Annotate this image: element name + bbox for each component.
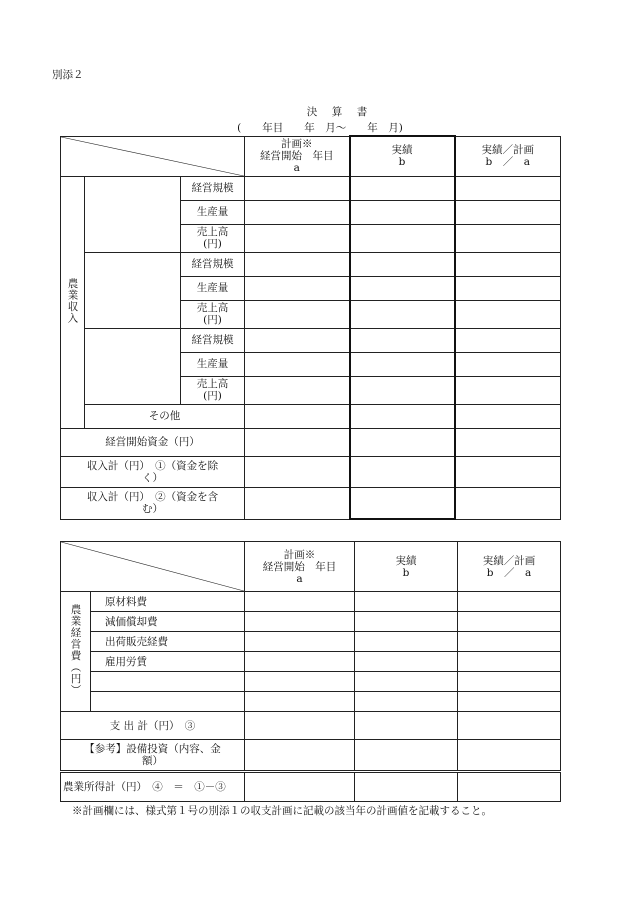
period-line: ( 年目 年 月～ 年 月) — [237, 122, 403, 134]
document-title: 決 算 書 — [306, 106, 370, 118]
cell[interactable] — [455, 352, 561, 376]
cell[interactable] — [350, 376, 455, 404]
cell[interactable] — [355, 712, 458, 740]
cell[interactable] — [245, 300, 350, 328]
cell[interactable] — [245, 632, 355, 652]
expense-group-label: 農業経営費（円） — [61, 592, 91, 712]
expense-total-label: 支 出 計（円） ③ — [61, 712, 245, 740]
cell[interactable] — [350, 252, 455, 276]
expense-header-actual: 実績 b — [355, 542, 458, 592]
cell[interactable] — [245, 376, 350, 404]
cell[interactable] — [245, 612, 355, 632]
row-label-output: 生産量 — [181, 200, 245, 224]
income-table — [60, 135, 561, 520]
expense-header-plan: 計画※ 経営開始 年目 a — [245, 542, 355, 592]
cell[interactable] — [455, 176, 561, 200]
header-diagonal-cell — [61, 136, 245, 176]
cell[interactable] — [245, 592, 355, 612]
cell[interactable] — [350, 352, 455, 376]
cell[interactable] — [245, 652, 355, 672]
cell[interactable] — [458, 652, 561, 672]
expense-table — [60, 541, 561, 802]
header-ratio: 実績／計画 b ／ a — [455, 136, 561, 176]
row-label-sales: 売上高 (円) — [181, 224, 245, 252]
cell[interactable] — [245, 328, 350, 352]
reference-investment-label: 【参考】設備投資（内容、金 額） — [61, 740, 245, 772]
cell[interactable] — [245, 200, 350, 224]
cell[interactable] — [350, 456, 455, 487]
cell[interactable] — [458, 740, 561, 772]
cell[interactable] — [350, 176, 455, 200]
cell[interactable] — [455, 428, 561, 456]
cell[interactable] — [355, 772, 458, 802]
row-label-scale: 経営規模 — [181, 328, 245, 352]
cell[interactable] — [245, 672, 355, 692]
cell[interactable] — [355, 740, 458, 772]
row-label-sales: 売上高 (円) — [181, 300, 245, 328]
expense-item-blank[interactable] — [91, 672, 245, 692]
row-label-income-total-1: 収入計（円） ①（資金を除 く） — [61, 456, 245, 487]
farm-income-total-label: 農業所得計（円） ④ ＝ ①－③ — [61, 772, 245, 802]
header-actual: 実績 b — [350, 136, 455, 176]
cell[interactable] — [355, 652, 458, 672]
cell[interactable] — [458, 712, 561, 740]
cell[interactable] — [458, 632, 561, 652]
cell[interactable] — [350, 404, 455, 428]
crop-cell-2[interactable] — [85, 252, 181, 328]
cell[interactable] — [350, 328, 455, 352]
cell[interactable] — [245, 276, 350, 300]
cell[interactable] — [245, 456, 350, 487]
cell[interactable] — [245, 428, 350, 456]
cell[interactable] — [455, 376, 561, 404]
cell[interactable] — [355, 692, 458, 712]
cell[interactable] — [458, 672, 561, 692]
cell[interactable] — [458, 612, 561, 632]
cell[interactable] — [245, 772, 355, 802]
cell[interactable] — [350, 276, 455, 300]
cell[interactable] — [355, 592, 458, 612]
cell[interactable] — [350, 428, 455, 456]
cell[interactable] — [245, 487, 350, 519]
expense-item-blank[interactable] — [91, 692, 245, 712]
cell[interactable] — [350, 200, 455, 224]
cell[interactable] — [350, 300, 455, 328]
cell[interactable] — [458, 692, 561, 712]
row-label-scale: 経営規模 — [181, 252, 245, 276]
attachment-label: 別添２ — [52, 69, 84, 81]
cell[interactable] — [245, 224, 350, 252]
expense-item-materials: 原材料費 — [91, 592, 245, 612]
cell[interactable] — [455, 456, 561, 487]
cell[interactable] — [355, 672, 458, 692]
expense-item-depreciation: 減価償却費 — [91, 612, 245, 632]
row-label-output: 生産量 — [181, 276, 245, 300]
income-group-label: 農業収入 — [61, 176, 85, 428]
footnote: ※計画欄には、様式第１号の別添１の収支計画に記載の該当年の計画値を記載すること。 — [72, 805, 492, 817]
cell[interactable] — [455, 252, 561, 276]
cell[interactable] — [458, 592, 561, 612]
row-label-sales: 売上高 (円) — [181, 376, 245, 404]
cell[interactable] — [455, 404, 561, 428]
cell[interactable] — [455, 300, 561, 328]
cell[interactable] — [455, 276, 561, 300]
crop-cell-3[interactable] — [85, 328, 181, 404]
row-label-income-total-2: 収入計（円） ②（資金を含 む） — [61, 487, 245, 519]
cell[interactable] — [245, 740, 355, 772]
row-label-output: 生産量 — [181, 352, 245, 376]
cell[interactable] — [245, 692, 355, 712]
cell[interactable] — [455, 200, 561, 224]
crop-cell-1[interactable] — [85, 176, 181, 252]
cell[interactable] — [245, 176, 350, 200]
cell[interactable] — [455, 224, 561, 252]
cell[interactable] — [355, 612, 458, 632]
cell[interactable] — [458, 772, 561, 802]
cell[interactable] — [455, 328, 561, 352]
expense-item-shipping: 出荷販売経費 — [91, 632, 245, 652]
expense-item-labor: 雇用労賃 — [91, 652, 245, 672]
cell[interactable] — [245, 252, 350, 276]
header-plan: 計画※ 経営開始 年目 a — [245, 136, 350, 176]
row-label-start-fund: 経営開始資金（円） — [61, 428, 245, 456]
expense-header-ratio: 実績／計画 b ／ a — [458, 542, 561, 592]
cell[interactable] — [245, 352, 350, 376]
cell[interactable] — [350, 224, 455, 252]
row-label-scale: 経営規模 — [181, 176, 245, 200]
row-label-other: その他 — [85, 404, 245, 428]
cell[interactable] — [350, 487, 455, 519]
cell[interactable] — [245, 404, 350, 428]
cell[interactable] — [455, 487, 561, 519]
cell[interactable] — [355, 632, 458, 652]
cell[interactable] — [245, 712, 355, 740]
expense-header-diagonal-cell — [61, 542, 245, 592]
